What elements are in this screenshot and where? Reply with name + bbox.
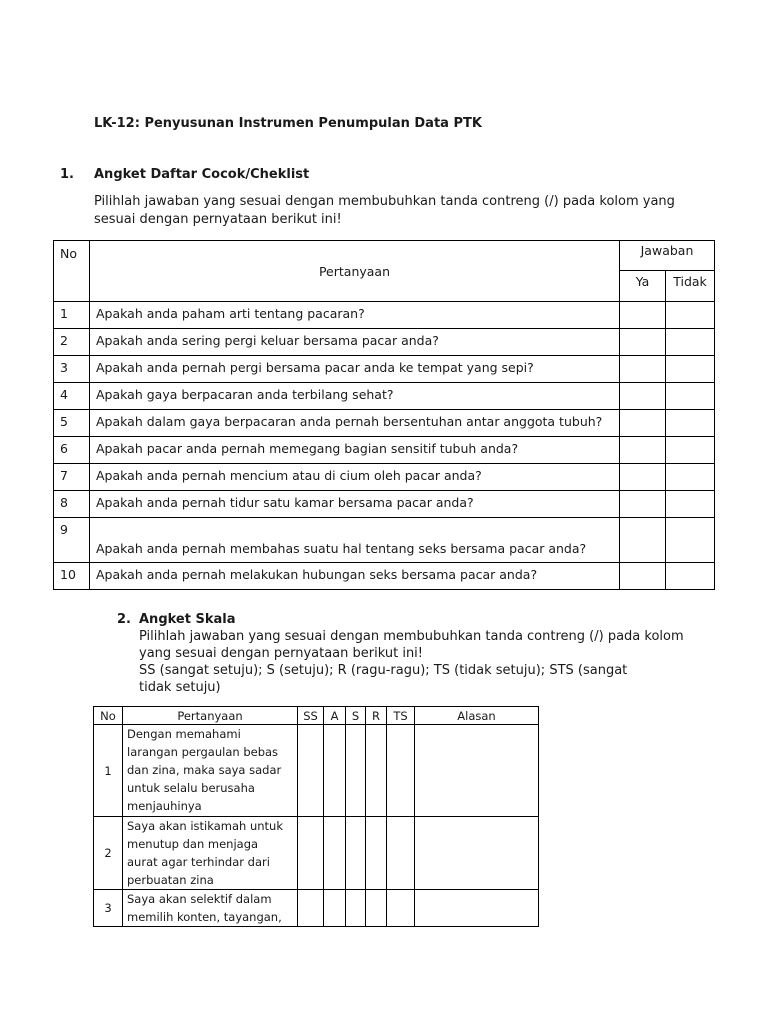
- answer-r-cell[interactable]: [366, 725, 387, 817]
- table-row: [54, 563, 715, 590]
- row-question: Apakah anda pernah pergi bersama pacar anda ke tempat yang sepi?: [90, 356, 620, 383]
- header-no-answer: Tidak: [666, 271, 715, 302]
- row-number: 8: [54, 491, 90, 518]
- answer-no-cell[interactable]: [666, 356, 715, 383]
- row-number: 3: [54, 356, 90, 383]
- answer-yes-cell[interactable]: [620, 518, 666, 563]
- answer-yes-cell[interactable]: [620, 464, 666, 491]
- question-line: aurat agar terhindar dari: [127, 855, 270, 869]
- row-number: 5: [54, 410, 90, 437]
- answer-yes-cell[interactable]: [620, 383, 666, 410]
- header-reason: Alasan: [415, 707, 539, 725]
- table-row: [94, 817, 539, 890]
- row-question: [123, 817, 298, 890]
- section1-instruction-line2: sesuai dengan pernyataan berikut ini!: [94, 212, 342, 227]
- answer-no-cell[interactable]: [666, 302, 715, 329]
- document-title: LK-12: Penyusunan Instrumen Penumpulan Data PTK: [94, 116, 482, 131]
- row-number: 1: [94, 725, 123, 817]
- row-question: Apakah anda paham arti tentang pacaran?: [90, 302, 620, 329]
- row-number: 9: [54, 518, 90, 563]
- section1-number: 1.: [60, 167, 74, 182]
- answer-a-cell[interactable]: [324, 890, 346, 927]
- row-question: Apakah anda pernah melakukan hubungan seks bersama pacar anda?: [90, 563, 620, 590]
- answer-yes-cell[interactable]: [620, 410, 666, 437]
- question-line: menjauhinya: [127, 799, 202, 813]
- section1-title: Angket Daftar Cocok/Cheklist: [94, 167, 310, 182]
- answer-no-cell[interactable]: [666, 491, 715, 518]
- table-row: [54, 329, 715, 356]
- row-number: 7: [54, 464, 90, 491]
- checklist-table: [53, 240, 715, 590]
- header-no: No: [54, 241, 90, 302]
- section2-line1: Pilihlah jawaban yang sesuai dengan membubuhkan tanda contreng (/) pada kolom: [139, 629, 684, 644]
- answer-ts-cell[interactable]: [387, 817, 415, 890]
- answer-no-cell[interactable]: [666, 383, 715, 410]
- answer-yes-cell[interactable]: [620, 356, 666, 383]
- table-row: [54, 518, 715, 563]
- header-yes: Ya: [620, 271, 666, 302]
- answer-no-cell[interactable]: [666, 563, 715, 590]
- scale-table: [93, 706, 539, 927]
- answer-yes-cell[interactable]: [620, 302, 666, 329]
- row-number: 6: [54, 437, 90, 464]
- reason-cell[interactable]: [415, 890, 539, 927]
- answer-r-cell[interactable]: [366, 890, 387, 927]
- header-question: Pertanyaan: [90, 241, 620, 302]
- table-row: [54, 356, 715, 383]
- header-ts: TS: [387, 707, 415, 725]
- section2-line4: tidak setuju): [139, 680, 221, 695]
- answer-yes-cell[interactable]: [620, 329, 666, 356]
- header-r: R: [366, 707, 387, 725]
- section2-number: 2.: [117, 612, 131, 627]
- reason-cell[interactable]: [415, 725, 539, 817]
- question-line: menutup dan menjaga: [127, 837, 259, 851]
- row-question: Apakah anda sering pergi keluar bersama pacar anda?: [90, 329, 620, 356]
- answer-yes-cell[interactable]: [620, 491, 666, 518]
- row-question: Apakah anda pernah tidur satu kamar bersama pacar anda?: [90, 491, 620, 518]
- answer-no-cell[interactable]: [666, 464, 715, 491]
- table-row: [54, 491, 715, 518]
- answer-s-cell[interactable]: [346, 725, 366, 817]
- section2-line3: SS (sangat setuju); S (setuju); R (ragu-ragu); TS (tidak setuju); STS (sangat: [139, 663, 628, 678]
- question-line: larangan pergaulan bebas: [127, 745, 279, 759]
- answer-ts-cell[interactable]: [387, 725, 415, 817]
- answer-a-cell[interactable]: [324, 817, 346, 890]
- answer-s-cell[interactable]: [346, 890, 366, 927]
- row-number: 4: [54, 383, 90, 410]
- question-line: Saya akan istikamah untuk: [127, 819, 283, 833]
- row-question: Apakah dalam gaya berpacaran anda pernah bersentuhan antar anggota tubuh?: [90, 410, 620, 437]
- answer-no-cell[interactable]: [666, 518, 715, 563]
- section1-instruction-line1: Pilihlah jawaban yang sesuai dengan membubuhkan tanda contreng (/) pada kolom yang: [94, 194, 675, 209]
- row-question: [123, 725, 298, 817]
- row-number: 1: [54, 302, 90, 329]
- header-a: A: [324, 707, 346, 725]
- question-line: memilih konten, tayangan,: [127, 910, 282, 924]
- table-row: [54, 410, 715, 437]
- answer-ss-cell[interactable]: [298, 817, 324, 890]
- table-row: [54, 302, 715, 329]
- header-no: No: [94, 707, 123, 725]
- question-line: Saya akan selektif dalam: [127, 892, 272, 906]
- row-question: Apakah anda pernah mencium atau di cium oleh pacar anda?: [90, 464, 620, 491]
- answer-ss-cell[interactable]: [298, 725, 324, 817]
- row-question: Apakah pacar anda pernah memegang bagian sensitif tubuh anda?: [90, 437, 620, 464]
- header-question: Pertanyaan: [123, 707, 298, 725]
- row-number: 2: [94, 817, 123, 890]
- question-line: Dengan memahami: [127, 727, 241, 741]
- answer-no-cell[interactable]: [666, 437, 715, 464]
- answer-no-cell[interactable]: [666, 410, 715, 437]
- header-ss: SS: [298, 707, 324, 725]
- row-question: [123, 890, 298, 927]
- section2-title: Angket Skala: [139, 612, 236, 627]
- question-line: perbuatan zina: [127, 873, 214, 887]
- row-number: 2: [54, 329, 90, 356]
- question-line: dan zina, maka saya sadar: [127, 763, 282, 777]
- row-question: Apakah gaya berpacaran anda terbilang sehat?: [90, 383, 620, 410]
- question-line: untuk selalu berusaha: [127, 781, 255, 795]
- header-answer: Jawaban: [620, 241, 715, 271]
- answer-s-cell[interactable]: [346, 817, 366, 890]
- section2-line2: yang sesuai dengan pernyataan berikut ini!: [139, 646, 424, 661]
- row-question: Apakah anda pernah membahas suatu hal tentang seks bersama pacar anda?: [90, 518, 620, 563]
- answer-yes-cell[interactable]: [620, 563, 666, 590]
- table-row: [94, 725, 539, 817]
- row-number: 3: [94, 890, 123, 927]
- table-row: [54, 437, 715, 464]
- answer-a-cell[interactable]: [324, 725, 346, 817]
- table-row: [94, 890, 539, 927]
- header-s: S: [346, 707, 366, 725]
- reason-cell[interactable]: [415, 817, 539, 890]
- table-row: [54, 383, 715, 410]
- answer-ss-cell[interactable]: [298, 890, 324, 927]
- answer-r-cell[interactable]: [366, 817, 387, 890]
- answer-no-cell[interactable]: [666, 329, 715, 356]
- table-row: [54, 464, 715, 491]
- answer-yes-cell[interactable]: [620, 437, 666, 464]
- answer-ts-cell[interactable]: [387, 890, 415, 927]
- row-number: 10: [54, 563, 90, 590]
